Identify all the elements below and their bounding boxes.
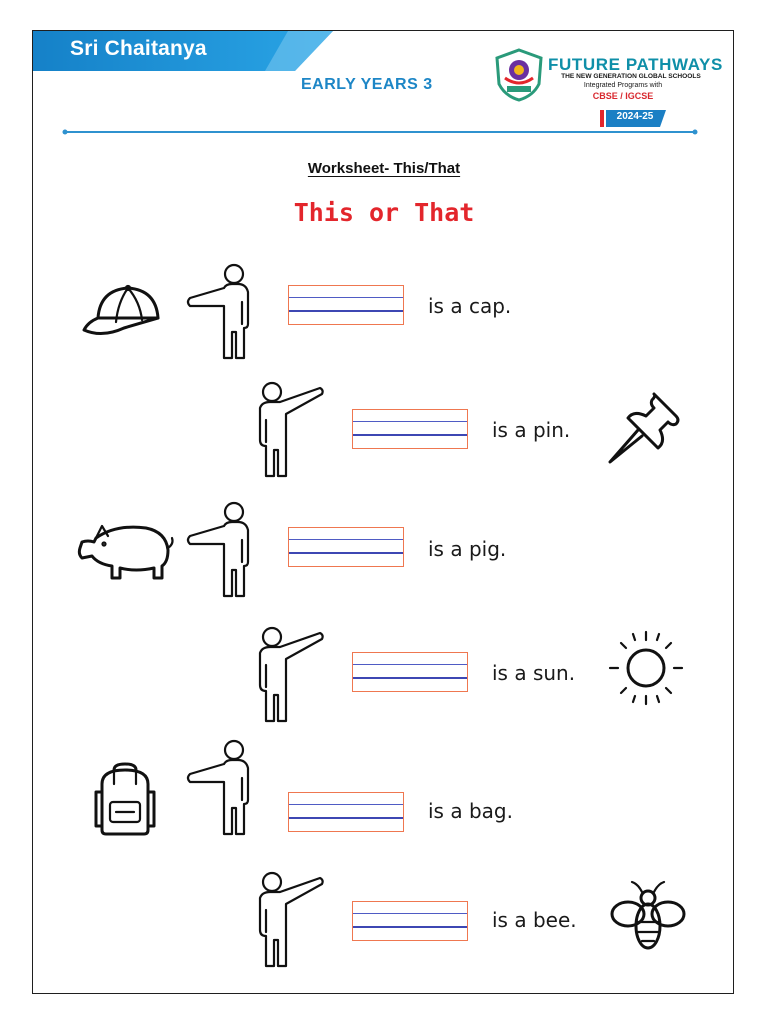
answer-box[interactable] — [352, 901, 468, 941]
cap-icon — [80, 282, 166, 342]
academic-year: 2024-25 — [616, 111, 654, 122]
sentence-text: is a bag. — [428, 799, 513, 823]
sentence-text: is a sun. — [492, 661, 576, 685]
answer-box[interactable] — [352, 409, 468, 449]
programs-text: Integrated Programs with — [583, 82, 663, 89]
partner-title: FUTURE PATHWAYS — [548, 55, 723, 74]
worksheet-topic: This or That — [293, 198, 475, 227]
worksheet-title-text: Worksheet- This/That — [307, 160, 461, 177]
person-pointing-near-icon — [186, 738, 258, 838]
person-pointing-near-icon — [186, 500, 258, 600]
partner-subtitle: THE NEW GENERATION GLOBAL SCHOOLS — [561, 73, 701, 80]
person-pointing-far-icon — [250, 625, 326, 725]
answer-box[interactable] — [288, 527, 404, 567]
sentence-text: is a pin. — [492, 418, 571, 442]
header-divider — [62, 128, 698, 136]
person-pointing-far-icon — [250, 870, 326, 970]
sentence-text: is a cap. — [428, 294, 512, 318]
bee-icon — [608, 878, 688, 954]
sentence-text: is a pig. — [428, 537, 507, 561]
worksheet-title — [0, 160, 768, 177]
school-logo-icon — [493, 48, 545, 102]
sun-icon — [607, 630, 685, 706]
pin-icon — [604, 388, 688, 468]
brand-name: Sri Chaitanya — [70, 37, 207, 60]
boards-text: CBSE / IGCSE — [592, 91, 654, 101]
answer-box[interactable] — [288, 792, 404, 832]
answer-box[interactable] — [288, 285, 404, 325]
person-pointing-far-icon — [250, 380, 326, 480]
answer-box[interactable] — [352, 652, 468, 692]
person-pointing-near-icon — [186, 262, 258, 362]
pig-icon — [76, 520, 174, 584]
bag-icon — [92, 762, 158, 836]
sentence-text: is a bee. — [492, 908, 577, 932]
grade-title: EARLY YEARS 3 — [301, 76, 433, 93]
